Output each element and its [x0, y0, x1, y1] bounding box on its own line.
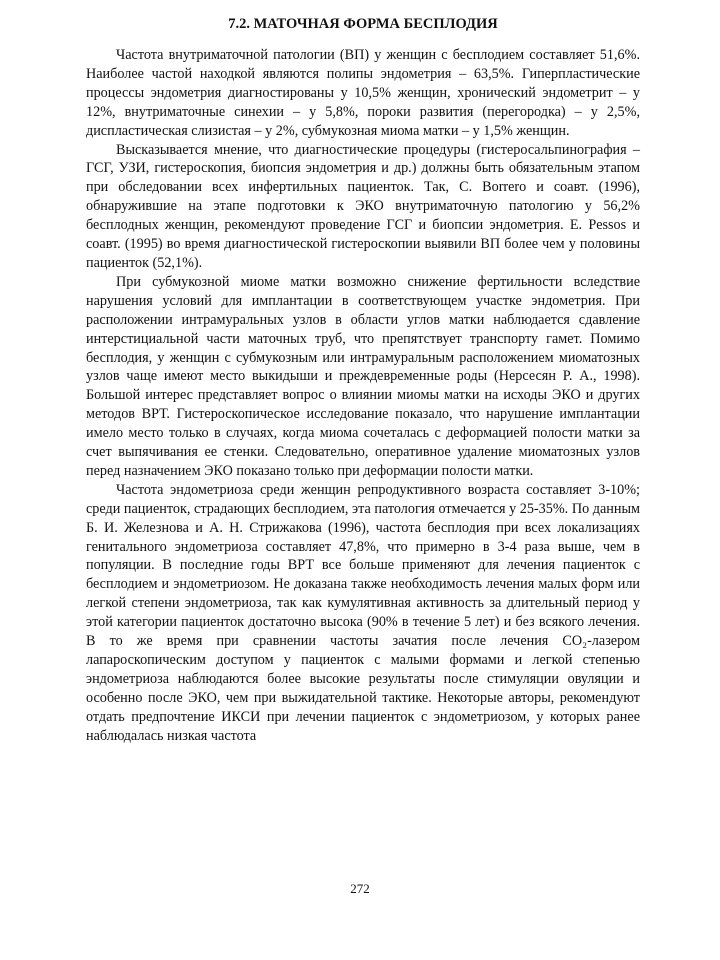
document-page [86, 14, 640, 746]
paragraph: При субмукозной миоме матки возможно снижение фертильности вследствие нарушения условий для имплантации в соответствующем участке эндометрия. При расположении интрамуральных узлов в области углов матки наблюдается сдавление интерстициальной части маточных труб, что препятствует транспорту гамет. Помимо бесплодия, у женщин с субмукозным или интрамуральным расположением миоматозных узлов чаще имеют место выкидыши и преждевременные роды (Нерсесян Р. А., 1998). Большой интерес представляет вопрос о влиянии миомы матки на исходы ЭКО и других методов ВРТ. Гистероскопическое исследование показало, что нарушение имплантации имело место только в случаях, когда миома сочеталась с деформацией полости матки за счет выпячивания ее стенки. Следовательно, оперативное удаление миоматозных узлов перед назначением ЭКО показано только при деформации полости матки. [86, 273, 640, 479]
paragraph: Частота внутриматочной патологии (ВП) у женщин с бесплодием составляет 51,6%. Наиболее частой находкой являются полипы эндометрия – 63,5%. Гиперпластические процессы эндометрия диагностированы у 10,5% женщин, хронический эндометрит – у 12%, внутриматочные синехии – у 5,8%, пороки развития (перегородка) – у 2,5%, диспластическая слизистая – у 2%, субмукозная миома матки – у 1,5% женщин. [86, 47, 640, 139]
paragraph: Частота эндометриоза среди женщин репродуктивного возраста составляет 3-10%; среди пациенток, страдающих бесплодием, эта патология отмечается у 25-35%. По данным Б. И. Железнова и А. Н. Стрижакова (1996), частота бесплодия при всех локализациях генитального эндометриоза составляет 47,8%, что примерно в 3-4 раза выше, чем в популяции. В последние годы ВРТ все больше применяют для лечения пациенток с бесплодием и эндометриозом. Не доказана также необходимость лечения малых форм или легкой степени эндометриоза, так как кумулятивная активность за длительный период у этой категории пациенток достаточно высока (90% в течение 5 лет) и без всякого лечения. В то же время при сравнении частоты зачатия после лечения CO₂-лазером лапароскопическим доступом у пациенток с малыми формами и легкой степенью эндометриоза наблюдаются более высокие результаты после стимуляции овуляции и особенно после ЭКО, чем при выжидательной тактике. Некоторые авторы, рекомендуют отдать предпочтение ИКСИ при лечении пациенток с эндометриозом, у которых ранее наблюдалась низкая частота [86, 481, 640, 744]
paragraph: Высказывается мнение, что диагностические процедуры (гистеросальпинография – ГСГ, УЗИ, гистероскопия, биопсия эндометрия и др.) должны быть обязательным этапом при обследовании всех инфертильных пациенток. Так, С. Borrero и соавт. (1996), обнаружившие на этапе подготовки к ЭКО внутриматочную патологию у 56,2% бесплодных женщин, рекомендуют проведение ГСГ и биопсии эндометрия. E. Pessos и соавт. (1995) во время диагностической гистероскопии выявили ВП более чем у половины пациенток (52,1%). [86, 141, 640, 271]
section-title: 7.2. МАТОЧНАЯ ФОРМА БЕСПЛОДИЯ [228, 16, 498, 32]
page-number: 272 [350, 881, 370, 896]
